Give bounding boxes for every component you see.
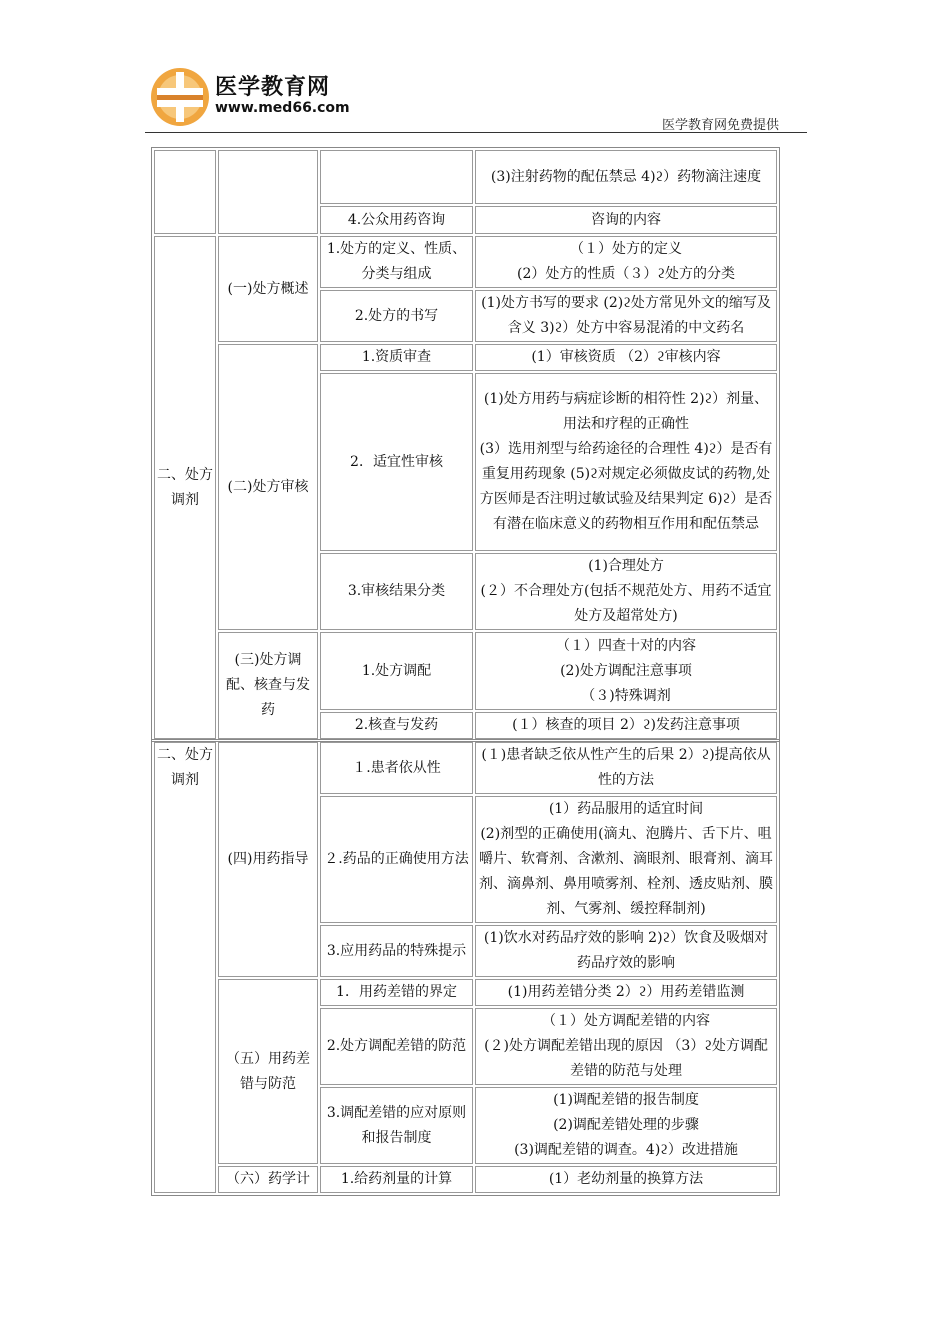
item-cell: １.患者依从性 (320, 742, 473, 794)
item-cell: 3.审核结果分类 (320, 553, 473, 630)
item-cell: 3.调配差错的应对原则和报告制度 (320, 1087, 473, 1164)
content-line: (1)处方用药与病症诊断的相符性 2)ϩ）剂量、用法和疗程的正确性 (483, 391, 769, 432)
group-cell: (一)处方概述 (218, 236, 318, 342)
page-header (145, 62, 807, 134)
syllabus-table-continued (151, 739, 780, 1196)
syllabus-table (151, 147, 780, 742)
content-line: 咨询的内容 (591, 211, 661, 228)
content-line: (1)用药差错分类 2）ϩ）用药差错监测 (507, 984, 745, 1000)
content-line: (1）审核资质 （2）ϩ审核内容 (531, 349, 721, 365)
section-cell: 二、处方调剂 (154, 236, 216, 739)
content-line: (1)处方书写的要求 (2)ϩ处方常见外文的缩写及含义 3)ϩ）处方中容易混淆的中文药名 (481, 295, 771, 336)
content-cell (475, 742, 777, 794)
group-cell: (二)处方审核 (218, 344, 318, 630)
table-row (154, 150, 777, 204)
content-line: (2)调配差错处理的步骤 (553, 1117, 699, 1133)
item-cell: 2.核查与发药 (320, 712, 473, 739)
content-line: （１）处方的定义 (570, 241, 682, 257)
group-cell: (四)用药指导 (218, 742, 318, 977)
table-row (154, 632, 777, 710)
content-cell (475, 712, 777, 739)
logo-url: www.med66.com (215, 100, 350, 116)
content-line: (3)调配差错的调查。4)ϩ）改进措施 (514, 1142, 738, 1158)
item-cell (320, 150, 473, 204)
content-cell (475, 290, 777, 342)
content-cell (475, 150, 777, 204)
content-line: (2）处方的性质（３）ϩ处方的分类 (517, 266, 735, 282)
group-cell: （六）药学计 (218, 1166, 318, 1193)
content-line: （３)特殊调剂 (581, 687, 671, 704)
content-cell (475, 344, 777, 371)
item-cell: 1.给药剂量的计算 (320, 1166, 473, 1193)
content-cell (475, 1166, 777, 1193)
content-line: (3)注射药物的配伍禁忌 4)ϩ）药物滴注速度 (490, 168, 762, 185)
content-line: (1）药品服用的适宜时间 (548, 801, 704, 817)
section-cell: 二、处方调剂 (154, 742, 216, 1193)
content-cell (475, 206, 777, 234)
content-line: (1）老幼剂量的换算方法 (548, 1171, 704, 1187)
content-cell (475, 553, 777, 630)
logo-icon (149, 66, 211, 128)
content-cell (475, 796, 777, 923)
table-row (154, 979, 777, 1006)
item-cell: 1.处方的定义、性质、分类与组成 (320, 236, 473, 288)
item-cell: 1.处方调配 (320, 632, 473, 710)
item-cell: 1．用药差错的界定 (320, 979, 473, 1006)
table-row (154, 344, 777, 371)
item-cell: 3.应用药品的特殊提示 (320, 925, 473, 977)
content-line: (1)合理处方 (588, 558, 664, 574)
content-line: （１）处方调配差错的内容 (542, 1013, 710, 1029)
table-row (154, 1166, 777, 1193)
group-cell: （五）用药差错与防范 (218, 979, 318, 1164)
content-line: （１）四查十对的内容 (556, 637, 696, 654)
content-cell (475, 236, 777, 288)
content-cell (475, 925, 777, 977)
group-cell (218, 150, 318, 234)
content-cell (475, 373, 777, 551)
content-line: (3）选用剂型与给药途径的合理性 4)ϩ）是否有重复用药现象 (5)ϩ对规定必须做皮试的药物,处方医师是否注明过敏试验及结果判定 6)ϩ）是否有潜在临床意义的药物相互作用和配伍禁忌 (479, 441, 773, 532)
content-line: (2)处方调配注意事项 (560, 662, 692, 679)
logo-text: 医学教育网 (215, 75, 331, 100)
content-line: (2)剂型的正确使用(滴丸、泡腾片、舌下片、咀嚼片、软膏剂、含漱剂、滴眼剂、眼膏剂、滴耳剂、滴鼻剂、鼻用喷雾剂、栓剂、透皮贴剂、膜剂、气雾剂、缓控释制剂) (479, 826, 773, 917)
item-cell: ２.药品的正确使用方法 (320, 796, 473, 923)
content-line: (１)患者缺乏依从性产生的后果 2）ϩ)提高依从性的方法 (481, 747, 771, 788)
content-cell (475, 979, 777, 1006)
item-cell: 1.资质审查 (320, 344, 473, 371)
content-line: (１）核查的项目 2）ϩ)发药注意事项 (512, 717, 740, 733)
header-divider (145, 132, 807, 133)
item-cell: 2.处方的书写 (320, 290, 473, 342)
item-cell: 2.处方调配差错的防范 (320, 1008, 473, 1085)
provider-note: 医学教育网免费提供 (661, 118, 779, 133)
content-line: (1)饮水对药品疗效的影响 2)ϩ）饮食及吸烟对药品疗效的影响 (483, 930, 769, 971)
content-line: (1)调配差错的报告制度 (553, 1092, 699, 1108)
item-cell: 2．适宜性审核 (320, 373, 473, 551)
section-cell (154, 150, 216, 234)
content-cell (475, 632, 777, 710)
group-cell: (三)处方调配、核查与发药 (218, 632, 318, 739)
content-cell (475, 1087, 777, 1164)
table-row (154, 742, 777, 794)
content-line: (２）不合理处方(包括不规范处方、用药不适宜处方及超常处方) (480, 583, 772, 624)
table-row (154, 236, 777, 288)
item-cell: 4.公众用药咨询 (320, 206, 473, 234)
content-cell (475, 1008, 777, 1085)
content-line: (２)处方调配差错出现的原因 （3）ϩ处方调配差错的防范与处理 (484, 1038, 768, 1079)
